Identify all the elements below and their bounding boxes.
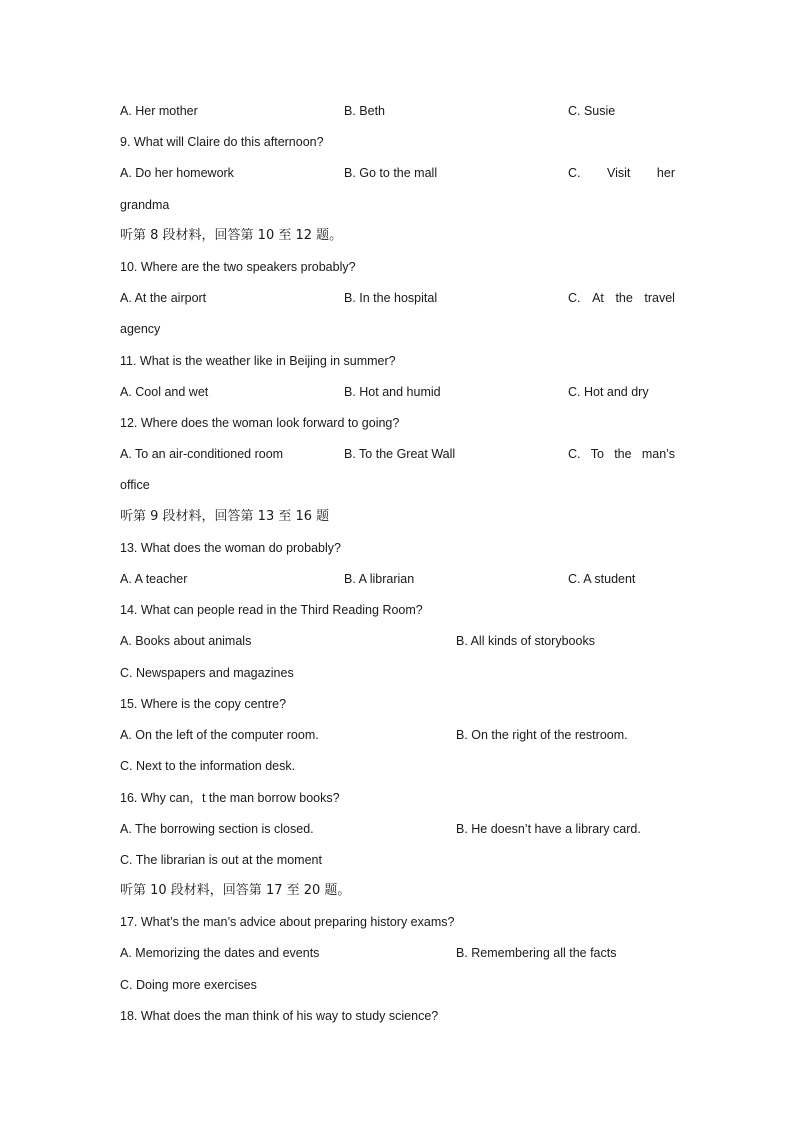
q14-option-b: B. All kinds of storybooks xyxy=(456,634,595,648)
section-10-heading: 听第 10 段材料，回答第 17 至 20 题。 xyxy=(120,883,351,898)
q12-option-c-part: the xyxy=(614,447,632,461)
q13-option-b: B. A librarian xyxy=(344,572,415,586)
q16-option-a: A. The borrowing section is closed. xyxy=(120,822,314,836)
q12-option-c-continued: office xyxy=(120,478,150,492)
q18-question: 18. What does the man think of his way to study science? xyxy=(120,1009,439,1023)
q12-option-a: A. To an air-conditioned room xyxy=(120,447,284,461)
q10-option-c-part: At xyxy=(592,291,604,305)
q10-option-c xyxy=(568,290,675,306)
q10-question: 10. Where are the two speakers probably? xyxy=(120,260,356,274)
q9-option-b: B. Go to the mall xyxy=(344,166,438,180)
q10-option-c-part: the xyxy=(615,291,633,305)
q13-option-a: A. A teacher xyxy=(120,572,188,586)
q12-option-c-part: To xyxy=(590,447,604,461)
q11-question: 11. What is the weather like in Beijing in summer? xyxy=(120,354,396,368)
q10-option-b: B. In the hospital xyxy=(344,291,438,305)
q12-option-c-part: C. xyxy=(568,447,581,461)
q15-option-c: C. Next to the information desk. xyxy=(120,759,296,773)
q17-option-a: A. Memorizing the dates and events xyxy=(120,946,320,960)
q11-option-c: C. Hot and dry xyxy=(568,385,649,399)
q17-option-c: C. Doing more exercises xyxy=(120,978,257,992)
q13-option-c: C. A student xyxy=(568,572,636,586)
q9-question: 9. What will Claire do this afternoon? xyxy=(120,135,324,149)
q12-option-c xyxy=(568,446,675,462)
q15-option-b: B. On the right of the restroom. xyxy=(456,728,628,742)
q9-option-c-continued: grandma xyxy=(120,198,170,212)
q9-option-c-part: her xyxy=(656,166,675,180)
section-9-heading: 听第 9 段材料，回答第 13 至 16 题 xyxy=(120,509,330,524)
q9-option-a: A. Do her homework xyxy=(120,166,234,180)
q12-question: 12. Where does the woman look forward to going? xyxy=(120,416,400,430)
q10-option-c-part: C. xyxy=(568,291,581,305)
q15-question: 15. Where is the copy centre? xyxy=(120,697,287,711)
q12-option-c-part: man’s xyxy=(641,447,675,461)
q10-option-c-part: travel xyxy=(644,291,675,305)
q11-option-b: B. Hot and humid xyxy=(344,385,441,399)
q8-option-a: A. Her mother xyxy=(120,104,198,118)
q14-question: 14. What can people read in the Third Reading Room? xyxy=(120,603,423,617)
q9-option-c-part: C. xyxy=(568,166,581,180)
section-8-heading: 听第 8 段材料，回答第 10 至 12 题。 xyxy=(120,228,343,243)
q9-option-c xyxy=(568,165,675,181)
q16-question: 16. Why can，t the man borrow books? xyxy=(120,791,340,805)
q16-option-b: B. He doesn’t have a library card. xyxy=(456,822,641,836)
q17-option-b: B. Remembering all the facts xyxy=(456,946,617,960)
q10-option-a: A. At the airport xyxy=(120,291,207,305)
q14-option-a: A. Books about animals xyxy=(120,634,252,648)
q15-option-a: A. On the left of the computer room. xyxy=(120,728,319,742)
q12-option-b: B. To the Great Wall xyxy=(344,447,456,461)
q14-option-c: C. Newspapers and magazines xyxy=(120,666,294,680)
q16-option-c: C. The librarian is out at the moment xyxy=(120,853,322,867)
q10-option-c-continued: agency xyxy=(120,322,161,336)
q8-option-b: B. Beth xyxy=(344,104,385,118)
q8-option-c: C. Susie xyxy=(568,104,616,118)
q11-option-a: A. Cool and wet xyxy=(120,385,209,399)
q9-option-c-part: Visit xyxy=(607,166,631,180)
q13-question: 13. What does the woman do probably? xyxy=(120,541,341,555)
q17-question: 17. What’s the man’s advice about preparing history exams? xyxy=(120,915,455,929)
